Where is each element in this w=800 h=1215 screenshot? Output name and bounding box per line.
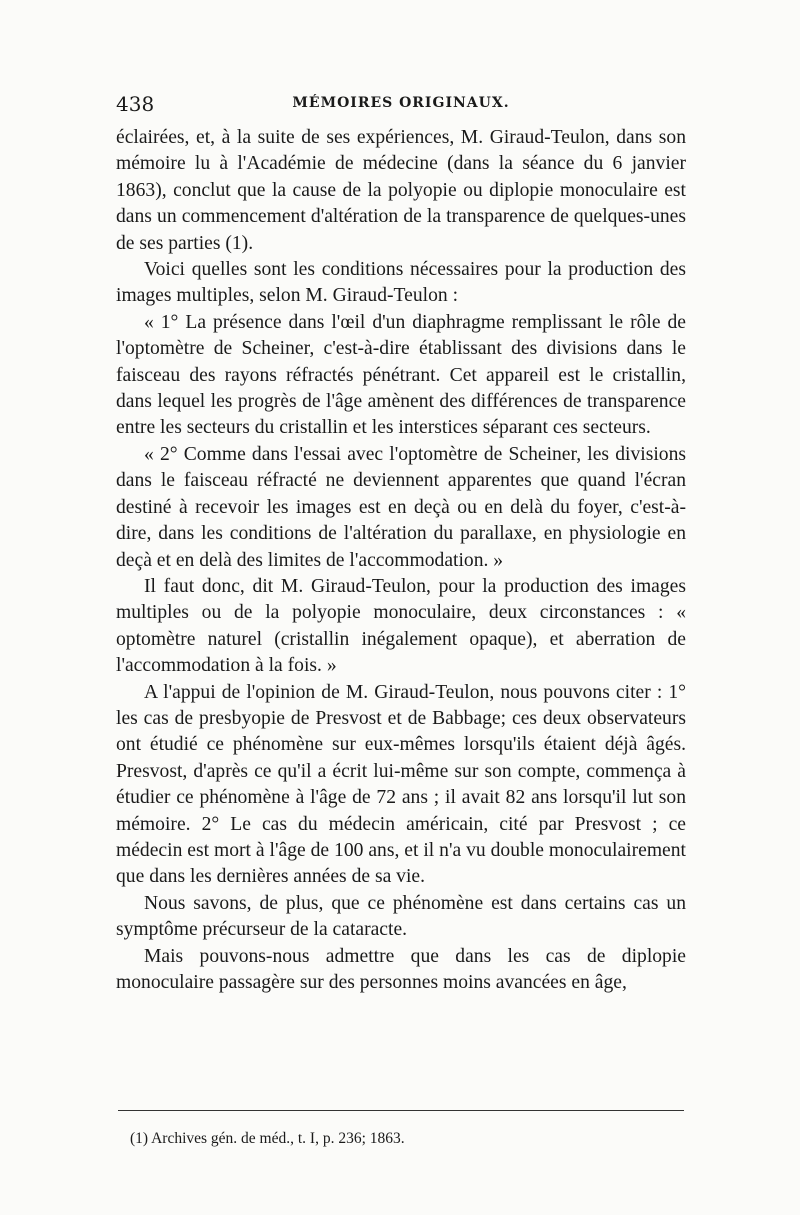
footnote: (1) Archives gén. de méd., t. I, p. 236; 1863.	[130, 1130, 405, 1147]
paragraph: « 1° La présence dans l'œil d'un diaphragme remplissant le rôle de l'optomètre de Scheiner, c'est-à-dire établissant des divisions dans le faisceau des rayons réfractés pénétrant. Cet appareil est le cristallin, dans lequel les progrès de l'âge amènent des différences de transparence entre les secteurs du cristallin et les interstices séparant ces secteurs.	[116, 311, 686, 439]
footnote-rule	[118, 1110, 684, 1111]
running-head: MÉMOIRES ORIGINAUX.	[292, 95, 510, 111]
paragraph: Il faut donc, dit M. Giraud-Teulon, pour la production des images multiples ou de la polyopie monoculaire, deux circonstances : « optomètre naturel (cristallin inégalement opaque), et aberration de l'accommodation à la fois. »	[116, 575, 686, 677]
page-number: 438	[116, 92, 155, 116]
page-header	[116, 92, 686, 118]
paragraph: Nous savons, de plus, que ce phénomène est dans certains cas un symptôme précurseur de la cataracte.	[116, 892, 686, 941]
paragraph: « 2° Comme dans l'essai avec l'optomètre de Scheiner, les divisions dans le faisceau réfracté ne deviennent apparentes que quand l'écran destiné à recevoir les images est en deçà ou en delà du foyer, c'est-à-dire, dans les conditions de l'altération du parallaxe, en physiologie en deçà et en delà des limites de l'accommodation. »	[116, 443, 686, 571]
paragraph: Mais pouvons-nous admettre que dans les cas de diplopie monoculaire passagère sur des personnes moins avancées en âge,	[116, 945, 686, 993]
paragraph: Voici quelles sont les conditions nécessaires pour la production des images multiples, selon M. Giraud-Teulon :	[116, 259, 686, 307]
body-text	[116, 125, 686, 996]
paragraph: A l'appui de l'opinion de M. Giraud-Teulon, nous pouvons citer : 1° les cas de presbyopie de Presvost et de Babbage; ces deux observateurs ont étudié ce phénomène sur eux-mêmes lorsqu'ils étaient déjà âgés. Presvost, d'après ce qu'il a écrit lui-même sur son compte, commença à étudier ce phénomène à l'âge de 72 ans ; il avait 82 ans lorsqu'il lut son mémoire. 2° Le cas du médecin américain, cité par Presvost ; ce médecin est mort à l'âge de 100 ans, et il n'a vu double monoculairement que dans les dernières années de sa vie.	[116, 681, 686, 888]
paragraph: éclairées, et, à la suite de ses expériences, M. Giraud-Teulon, dans son mémoire lu à l'Académie de médecine (dans la séance du 6 janvier 1863), conclut que la cause de la polyopie ou diplopie monoculaire est dans un commencement d'altération de la transparence de quelques-unes de ses parties (1).	[116, 127, 686, 254]
